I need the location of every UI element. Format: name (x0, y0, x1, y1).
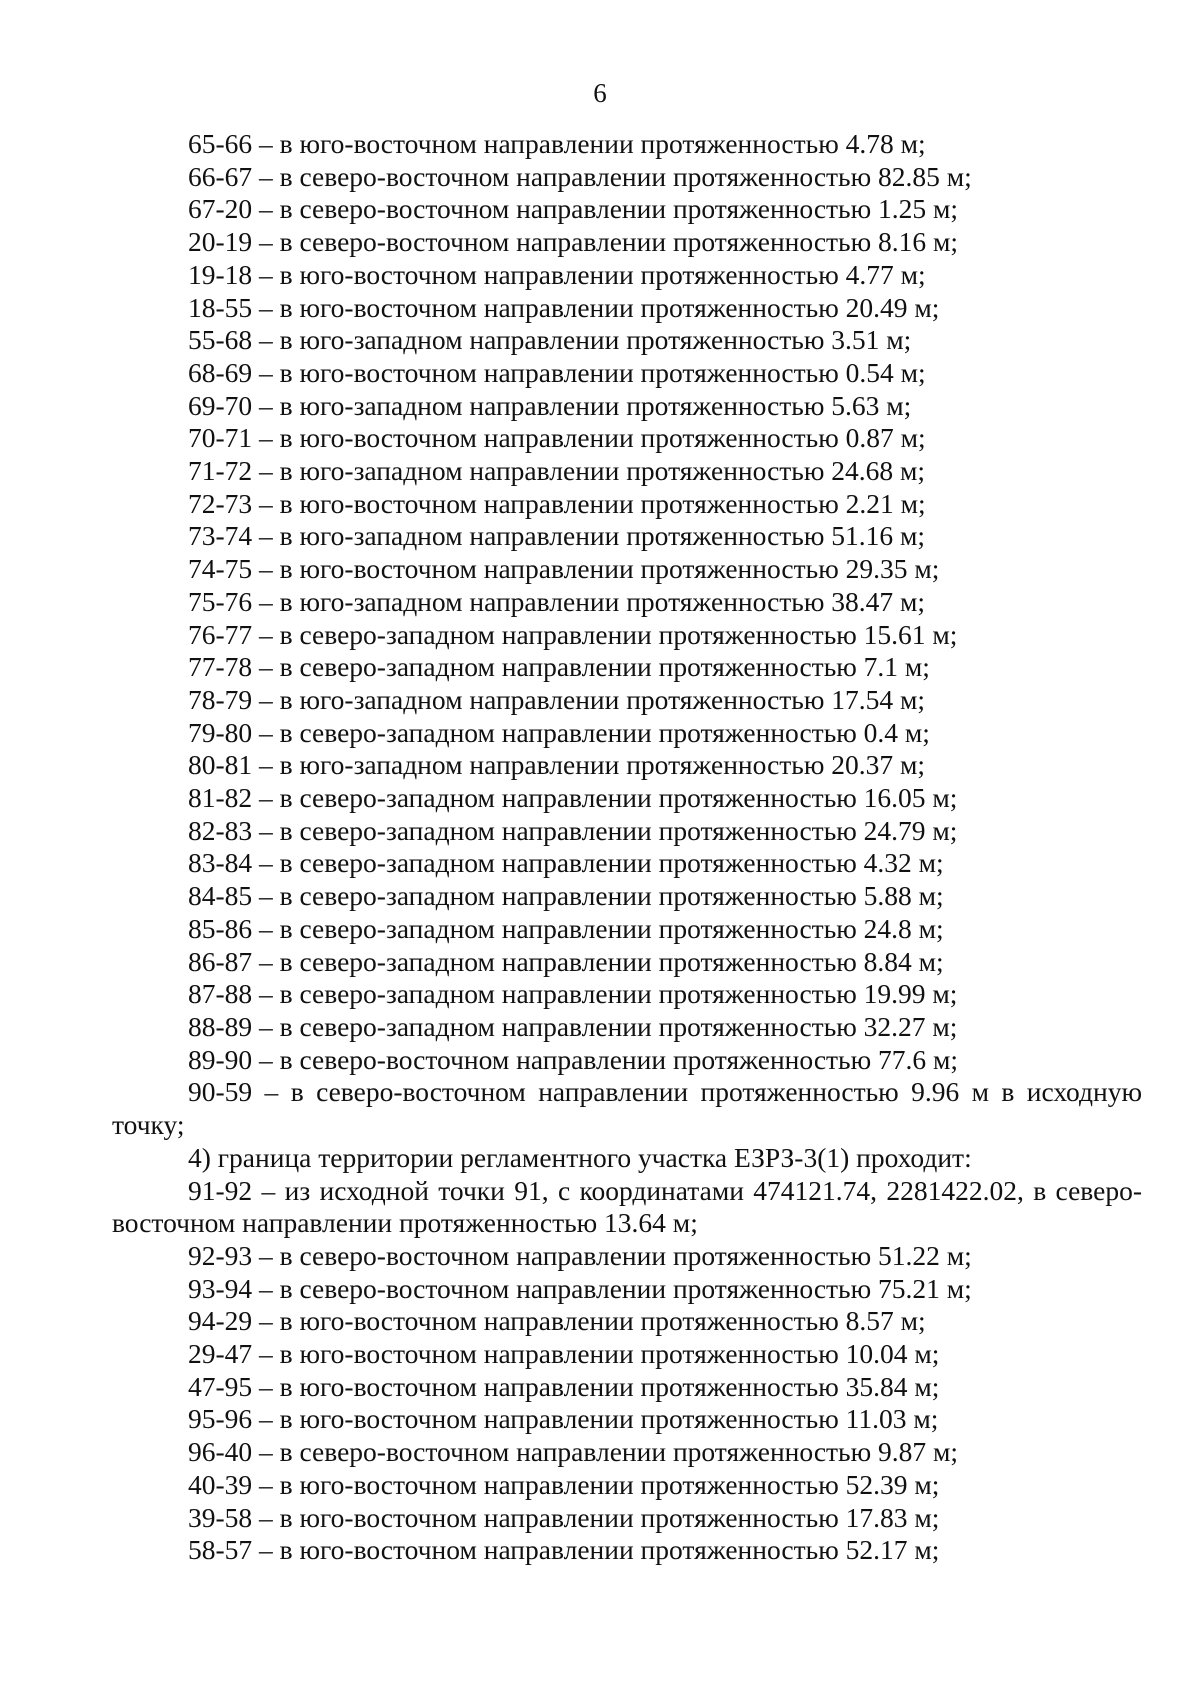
segment-line: 86-87 – в северо-западном направлении протяженностью 8.84 м; (188, 945, 944, 977)
segment-line: 87-88 – в северо-западном направлении протяженностью 19.99 м; (188, 978, 958, 1010)
segment-line: 83-84 – в северо-западном направлении протяженностью 4.32 м; (188, 847, 944, 879)
segment-line: 81-82 – в северо-западном направлении протяженностью 16.05 м; (188, 782, 958, 814)
segment-line: 72-73 – в юго-восточном направлении протяженностью 2.21 м; (188, 487, 926, 519)
segment-line: 39-58 – в юго-восточном направлении протяженностью 17.83 м; (188, 1501, 940, 1533)
segment-line: 96-40 – в северо-восточном направлении протяженностью 9.87 м; (188, 1436, 959, 1468)
segment-line: 20-19 – в северо-восточном направлении протяженностью 8.16 м; (188, 226, 959, 258)
segment-list-b (112, 1240, 1142, 1567)
segment-line: 92-93 – в северо-восточном направлении протяженностью 51.22 м; (188, 1239, 972, 1271)
segment-line: 74-75 – в юго-восточном направлении протяженностью 29.35 м; (188, 553, 940, 585)
segment-line: 68-69 – в юго-восточном направлении протяженностью 0.54 м; (188, 356, 926, 388)
segment-line: 93-94 – в северо-восточном направлении протяженностью 75.21 м; (188, 1272, 972, 1304)
segment-line: 66-67 – в северо-восточном направлении протяженностью 82.85 м; (188, 160, 972, 192)
segment-line: 40-39 – в юго-восточном направлении протяженностью 52.39 м; (188, 1468, 940, 1500)
segment-line: 80-81 – в юго-западном направлении протяженностью 20.37 м; (188, 749, 926, 781)
segment-line: 67-20 – в северо-восточном направлении протяженностью 1.25 м; (188, 193, 959, 225)
segment-line: 84-85 – в северо-западном направлении протяженностью 5.88 м; (188, 880, 944, 912)
page-number: 6 (593, 78, 607, 108)
segment-line: 70-71 – в юго-восточном направлении протяженностью 0.87 м; (188, 422, 926, 454)
segment-line: 89-90 – в северо-восточном направлении протяженностью 77.6 м; (188, 1043, 959, 1075)
segment-line: 79-80 – в северо-западном направлении протяженностью 0.4 м; (188, 716, 930, 748)
section-4-heading: 4) граница территории регламентного участка ЕЗРЗ-3(1) проходит: (188, 1141, 972, 1173)
segment-line: 65-66 – в юго-восточном направлении протяженностью 4.78 м; (188, 128, 926, 159)
segment-start-paragraph: 91-92 – из исходной точки 91, с координатами 474121.74, 2281422.02, в северо-восточном направлении протяженностью 13.64 м; (112, 1174, 1142, 1239)
segment-line: 47-95 – в юго-восточном направлении протяженностью 35.84 м; (188, 1370, 940, 1402)
segment-line: 78-79 – в юго-западном направлении протяженностью 17.54 м; (188, 683, 926, 715)
segment-line: 29-47 – в юго-восточном направлении протяженностью 10.04 м; (188, 1338, 940, 1370)
segment-line: 76-77 – в северо-западном направлении протяженностью 15.61 м; (188, 618, 958, 650)
segment-line: 75-76 – в юго-западном направлении протяженностью 38.47 м; (188, 585, 926, 617)
segment-line: 94-29 – в юго-восточном направлении протяженностью 8.57 м; (188, 1305, 926, 1337)
segment-line: 77-78 – в северо-западном направлении протяженностью 7.1 м; (188, 651, 930, 683)
segment-line: 55-68 – в юго-западном направлении протяженностью 3.51 м; (188, 324, 912, 356)
segment-line: 71-72 – в юго-западном направлении протяженностью 24.68 м; (188, 455, 926, 487)
segment-line: 95-96 – в юго-восточном направлении протяженностью 11.03 м; (188, 1403, 939, 1435)
segment-line: 85-86 – в северо-западном направлении протяженностью 24.8 м; (188, 912, 944, 944)
segment-line: 88-89 – в северо-западном направлении протяженностью 32.27 м; (188, 1010, 958, 1042)
segment-line: 18-55 – в юго-восточном направлении протяженностью 20.49 м; (188, 291, 940, 323)
segment-final-paragraph: 90-59 – в северо-восточном направлении протяженностью 9.96 м в исходную точку; (112, 1076, 1142, 1141)
segment-line: 73-74 – в юго-западном направлении протяженностью 51.16 м; (188, 520, 926, 552)
document-body (112, 128, 1142, 1567)
segment-list-a (112, 128, 1142, 1076)
segment-line: 82-83 – в северо-западном направлении протяженностью 24.79 м; (188, 814, 958, 846)
segment-line: 58-57 – в юго-восточном направлении протяженностью 52.17 м; (188, 1534, 940, 1566)
segment-line: 19-18 – в юго-восточном направлении протяженностью 4.77 м; (188, 258, 926, 290)
segment-line: 69-70 – в юго-западном направлении протяженностью 5.63 м; (188, 389, 912, 421)
